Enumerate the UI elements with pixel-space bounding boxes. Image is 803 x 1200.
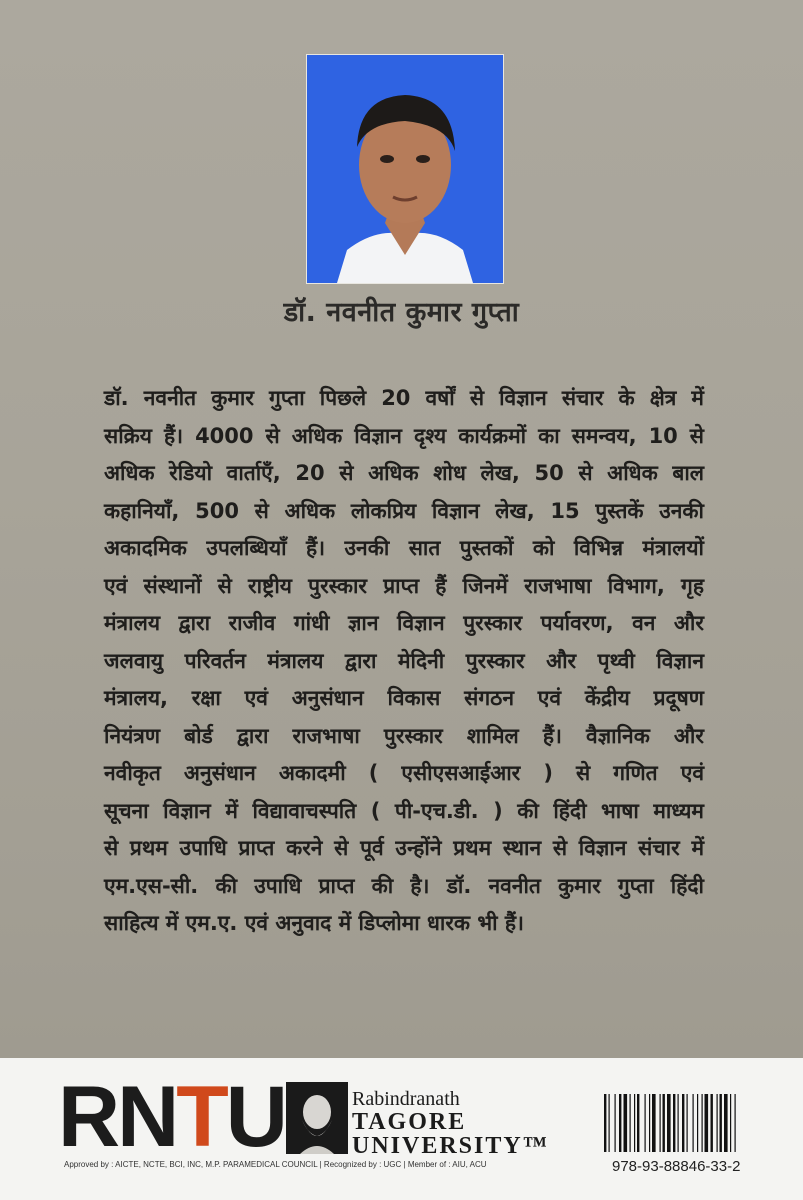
author-bio [104,380,704,943]
bio-line: एम.एस-सी. की उपाधि प्राप्त की है। डॉ. नवनीत कुमार गुप्ता हिंदी [104,873,704,898]
author-name: डॉ. नवनीत कुमार गुप्ता [283,297,520,328]
bio-line: सूचना विज्ञान में विद्यावाचस्पति ( पी-एच.डी. ) की हिंदी भाषा माध्यम [104,798,704,823]
bio-line: मंत्रालय द्वारा राजीव गांधी ज्ञान विज्ञान पुरस्कार पर्यावरण, वन और [104,611,704,635]
logo-text-rn: RN [58,1069,177,1165]
logo-text-u: U [225,1069,285,1165]
bio-line: नवीकृत अनुसंधान अकादमी ( एसीएसआईआर ) से गणित एवं [104,761,704,785]
author-photo [306,54,504,284]
bio-line: अधिक रेडियो वार्ताएँ, 20 से अधिक शोध लेख, 50 से अधिक बाल [104,461,704,485]
bio-line: अकादमिक उपलब्धियाँ हैं। उनकी सात पुस्तकों को विभिन्न मंत्रालयों [104,536,704,560]
approval-text: Approved by : AICTE, NCTE, BCI, INC, M.P. PARAMEDICAL COUNCIL | Recognized by : UGC | Member of : AIU, ACU [64,1160,487,1169]
author-portrait-image [307,55,503,283]
bio-line: से प्रथम उपाधि प्राप्त करने से पूर्व उन्होंने प्रथम स्थान से विज्ञान संचार में [104,836,704,860]
university-name [352,1088,549,1158]
barcode-icon [602,1092,780,1154]
bio-line: साहित्य में एम.ए. एवं अनुवाद में डिप्लोमा धारक भी हैं। [104,911,524,935]
tagore-portrait-icon [286,1082,348,1154]
bio-line: नियंत्रण बोर्ड द्वारा राजभाषा पुरस्कार शामिल हैं। वैज्ञानिक और [104,723,704,748]
bio-line: एवं संस्थानों से राष्ट्रीय पुरस्कार प्राप्त हैं जिनमें राजभाषा विभाग, गृह [104,573,704,598]
bio-line: डॉ. नवनीत कुमार गुप्ता पिछले 20 वर्षों से विज्ञान संचार के क्षेत्र में [104,386,704,410]
logo-text-t: T [176,1069,226,1165]
bio-line: जलवायु परिवर्तन मंत्रालय द्वारा मेदिनी पुरस्कार और पृथ्वी विज्ञान [104,648,704,673]
bio-line: मंत्रालय, रक्षा एवं अनुसंधान विकास संगठन एवं केंद्रीय प्रदूषण [104,686,704,710]
university-line-1: Rabindranath [352,1088,460,1110]
bio-line: सक्रिय हैं। 4000 से अधिक विज्ञान दृश्य कार्यक्रमों का समन्वय, 10 से [104,423,704,448]
bio-line: कहानियाँ, 500 से अधिक लोकप्रिय विज्ञान लेख, 15 पुस्तकें उनकी [104,498,704,523]
isbn-number: 978-93-88846-33-2 [612,1158,741,1175]
university-line-2: TAGORE [352,1109,467,1135]
publisher-logo [58,1069,285,1165]
university-line-3: UNIVERSITY™ [352,1133,549,1159]
